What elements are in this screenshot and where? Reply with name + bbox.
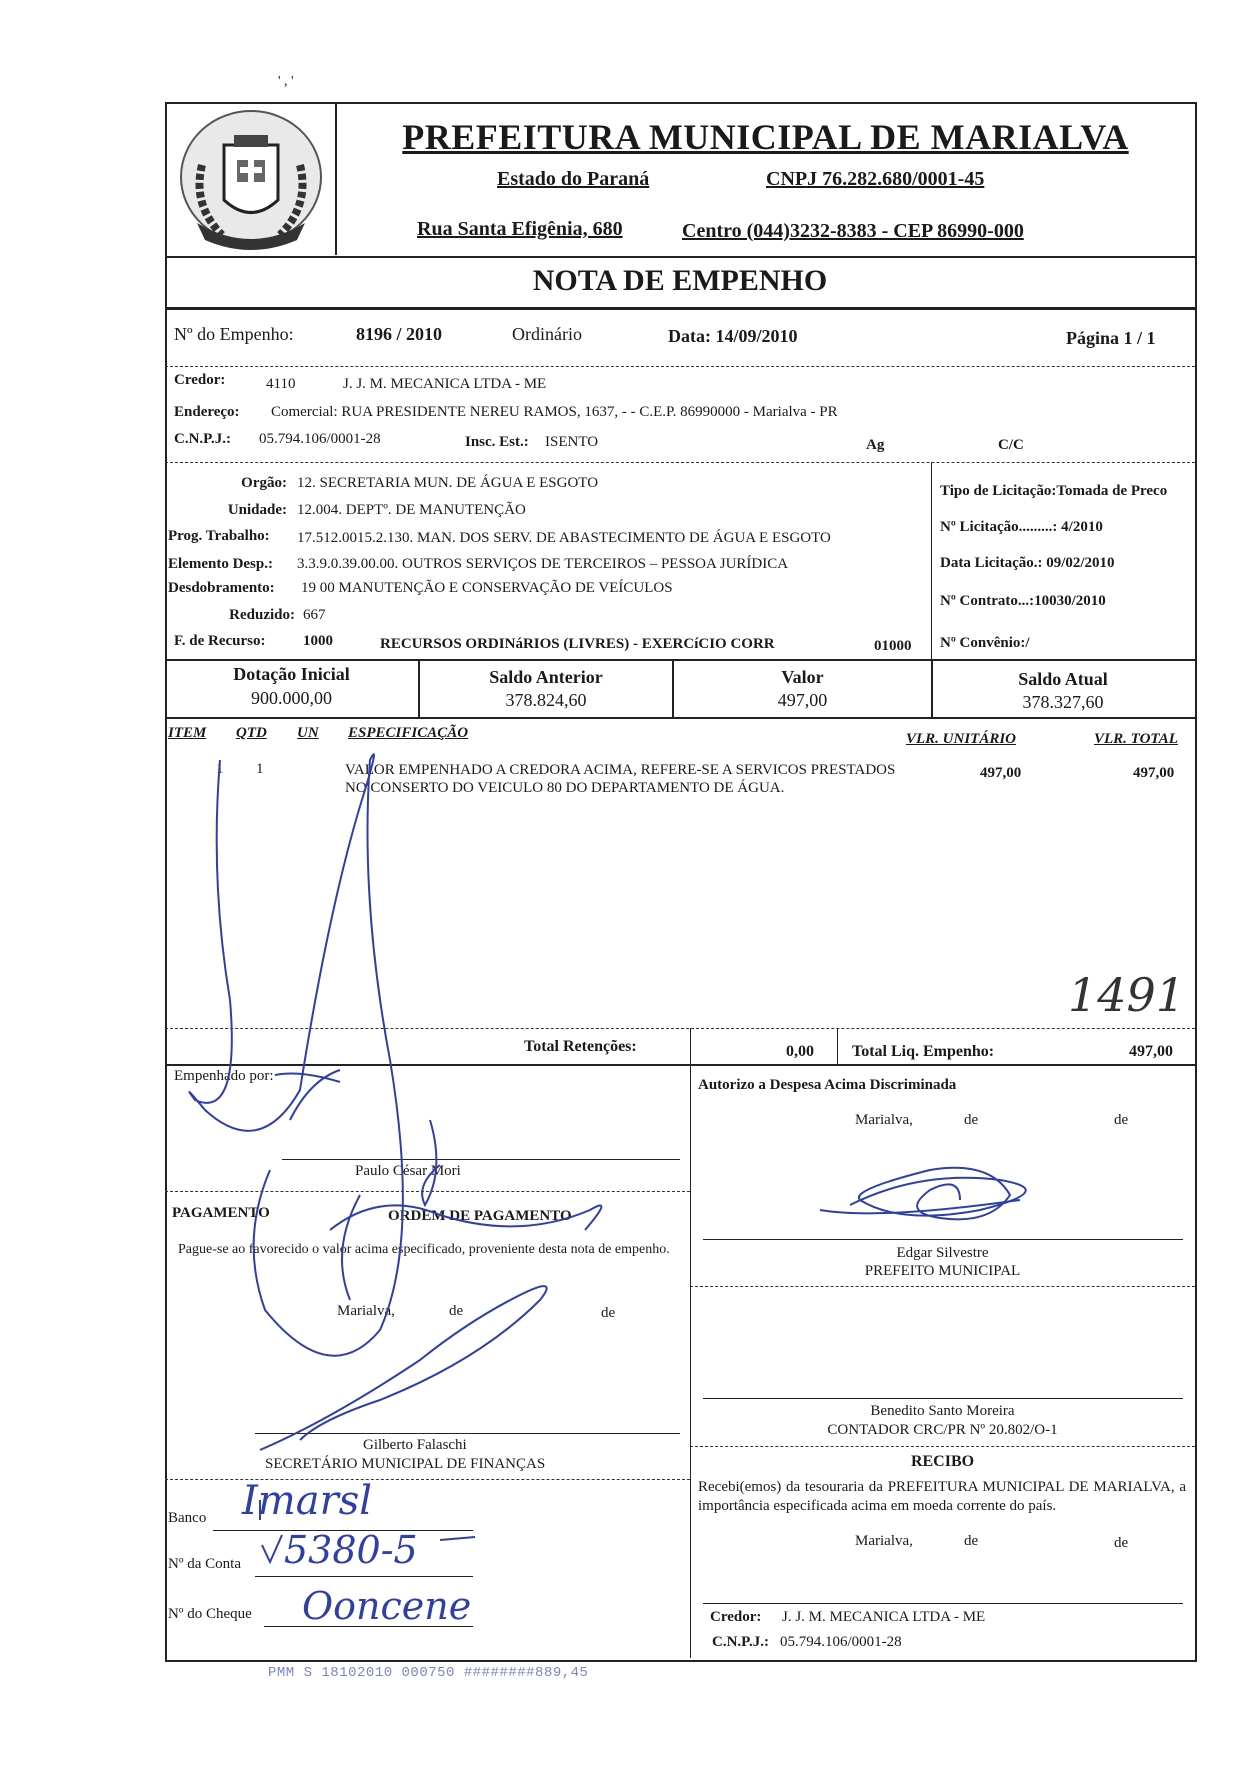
reduzido-value: 667	[303, 607, 326, 623]
scan-mark: ' , '	[278, 74, 294, 89]
recurso-label: F. de Recurso:	[174, 633, 266, 649]
credor-name: J. J. M. MECANICA LTDA - ME	[343, 376, 547, 392]
numero-contrato: Nº Contrato...:10030/2010	[940, 593, 1106, 609]
contador-title: CONTADOR CRC/PR Nº 20.802/O-1	[827, 1422, 1058, 1438]
empenhado-name: Paulo César Mori	[355, 1163, 461, 1179]
recibo-cnpj-label: C.N.P.J.:	[712, 1634, 769, 1650]
saldo-atual-value: 378.327,60	[1022, 692, 1104, 712]
cheque-handwritten: Ooncene	[302, 1584, 472, 1628]
pagamento-label: PAGAMENTO	[172, 1205, 270, 1221]
col-vlr-total: VLR. TOTAL	[1094, 731, 1178, 747]
credor-cnpj: 05.794.106/0001-28	[259, 431, 381, 447]
empenho-date: Data: 14/09/2010	[668, 326, 798, 346]
total-retencoes-value: 0,00	[786, 1043, 814, 1060]
credor-address: Comercial: RUA PRESIDENTE NEREU RAMOS, 1637, - - C.E.P. 86990000 - Marialva - PR	[271, 404, 838, 420]
credor-code: 4110	[266, 376, 296, 392]
col-vlr-unitario: VLR. UNITÁRIO	[906, 731, 1017, 747]
banco-handwritten: Imarsl	[242, 1478, 373, 1524]
item-total-value: 497,00	[1133, 765, 1175, 781]
recurso-number: 01000	[874, 638, 912, 654]
municipality-title: PREFEITURA MUNICIPAL DE MARIALVA	[402, 117, 1129, 157]
elemento-label: Elemento Desp.:	[168, 556, 273, 572]
autorizo-de-2: de	[1114, 1112, 1129, 1128]
numero-convenio: Nº Convênio:/	[940, 635, 1030, 651]
item-number: 1	[216, 761, 224, 777]
dotacao-value: 900.000,00	[251, 688, 332, 708]
insc-label: Insc. Est.:	[465, 434, 529, 450]
conta-label: Nº da Conta	[168, 1556, 241, 1572]
item-specification: VALOR EMPENHADO A CREDORA ACIMA, REFERE-SE A SERVICOS PRESTADOS NO CONSERTO DO VEICULO 80 DO DEPARTAMENTO DE ÁGUA.	[345, 762, 896, 796]
col-especificacao: ESPECIFICAÇÃO	[348, 725, 469, 741]
recibo-credor-label: Credor:	[710, 1609, 762, 1625]
dotacao-label: Dotação Inicial	[233, 664, 350, 684]
prefeito-title: PREFEITO MUNICIPAL	[864, 1263, 1021, 1279]
total-liquido-value: 497,00	[1129, 1043, 1173, 1060]
reduzido-label: Reduzido:	[229, 607, 295, 623]
empenhado-label: Empenhado por:	[174, 1068, 274, 1084]
municipality-cnpj: CNPJ 76.282.680/0001-45	[766, 168, 985, 190]
elemento-value: 3.3.9.0.39.00.00. OUTROS SERVIÇOS DE TERCEIROS – PESSOA JURÍDICA	[297, 556, 789, 572]
prog-trabalho-value: 17.512.0015.2.130. MAN. DOS SERV. DE ABASTECIMENTO DE ÁGUA E ESGOTO	[297, 530, 831, 546]
saldo-anterior-value: 378.824,60	[505, 690, 587, 710]
autorizo-de-1: de	[964, 1112, 979, 1128]
saldo-anterior-label: Saldo Anterior	[489, 667, 603, 687]
recibo-label: RECIBO	[910, 1453, 975, 1470]
pagamento-de-1: de	[449, 1303, 464, 1319]
municipality-address: Rua Santa Efigênia, 680	[417, 218, 623, 240]
orgao-label: Orgão:	[241, 475, 287, 491]
page-indicator: Página 1 / 1	[1066, 328, 1156, 348]
credor-label: Credor:	[174, 372, 226, 388]
recibo-place: Marialva,	[855, 1533, 913, 1549]
cheque-label: Nº do Cheque	[168, 1606, 252, 1622]
footer-stamp: PMM S 18102010 000750 ########889,45	[268, 1665, 589, 1681]
numero-licitacao: Nº Licitação.........: 4/2010	[940, 519, 1103, 535]
item-qtd: 1	[256, 761, 264, 777]
unidade-value: 12.004. DEPTº. DE MANUTENÇÃO	[297, 502, 526, 518]
tipo-licitacao: Tipo de Licitação:Tomada de Preco	[940, 483, 1168, 499]
banco-label: Banco	[168, 1510, 207, 1526]
credor-address-label: Endereço:	[174, 404, 240, 420]
recibo-text: Recebi(emos) da tesouraria da PREFEITURA MUNICIPAL DE MARIALVA, a importância especificada acima em moeda corrente do país.	[698, 1479, 1186, 1514]
desdobramento-label: Desdobramento:	[168, 580, 275, 596]
secretario-signature	[260, 1286, 547, 1450]
col-qtd: QTD	[236, 725, 267, 741]
valor-value: 497,00	[777, 690, 828, 710]
recibo-credor-name: J. J. M. MECANICA LTDA - ME	[782, 1609, 986, 1625]
pague-text: Pague-se ao favorecido o valor acima especificado, proveniente desta nota de empenho.	[178, 1242, 670, 1257]
unidade-label: Unidade:	[227, 502, 287, 518]
empenho-type: Ordinário	[512, 324, 582, 344]
handwritten-number: 1491	[1068, 968, 1186, 1022]
contador-name: Benedito Santo Moreira	[870, 1403, 1015, 1419]
insc-value: ISENTO	[545, 434, 599, 450]
secretario-name: Gilberto Falaschi	[363, 1437, 467, 1453]
autorizo-place: Marialva,	[855, 1112, 913, 1128]
autorizo-text: Autorizo a Despesa Acima Discriminada	[698, 1077, 957, 1093]
col-un: UN	[297, 725, 319, 741]
valor-label: Valor	[781, 667, 824, 687]
recurso-name: RECURSOS ORDINáRIOS (LIVRES) - EXERCíCIO CORR	[380, 636, 775, 652]
data-licitacao: Data Licitação.: 09/02/2010	[940, 555, 1115, 571]
prefeito-signature	[850, 1168, 1026, 1220]
prefeito-name: Edgar Silvestre	[896, 1245, 989, 1261]
ag-label: Ag	[866, 437, 885, 453]
recibo-de-2: de	[1114, 1535, 1129, 1551]
municipality-contact: Centro (044)3232-8383 - CEP 86990-000	[682, 220, 1024, 242]
desdobramento-value: 19 00 MANUTENÇÃO E CONSERVAÇÃO DE VEÍCULOS	[301, 580, 673, 596]
pagamento-place: Marialva,	[337, 1303, 395, 1319]
recurso-code: 1000	[303, 633, 333, 649]
document-title: NOTA DE EMPENHO	[532, 264, 828, 297]
empenhado-signature	[189, 754, 402, 1355]
saldo-atual-label: Saldo Atual	[1018, 669, 1108, 689]
prog-trabalho-label: Prog. Trabalho:	[168, 528, 270, 544]
col-item: ITEM	[168, 725, 207, 741]
credor-cnpj-label: C.N.P.J.:	[174, 431, 231, 447]
empenho-number-label: Nº do Empenho:	[174, 324, 294, 344]
pagamento-de-2: de	[601, 1305, 616, 1321]
orgao-value: 12. SECRETARIA MUN. DE ÁGUA E ESGOTO	[297, 475, 599, 491]
cc-label: C/C	[998, 437, 1024, 453]
secretario-title: SECRETÁRIO MUNICIPAL DE FINANÇAS	[265, 1456, 546, 1472]
recibo-de-1: de	[964, 1533, 979, 1549]
recibo-cnpj: 05.794.106/0001-28	[780, 1634, 902, 1650]
conta-handwritten: 5380-5	[284, 1528, 418, 1572]
ordem-pagamento-label: ORDEM DE PAGAMENTO	[388, 1208, 572, 1224]
total-liquido-label: Total Liq. Empenho:	[852, 1043, 995, 1060]
total-retencoes-label: Total Retenções:	[524, 1038, 637, 1055]
state-name: Estado do Paraná	[497, 168, 650, 190]
item-unit-value: 497,00	[980, 765, 1022, 781]
empenho-number: 8196 / 2010	[356, 324, 443, 344]
